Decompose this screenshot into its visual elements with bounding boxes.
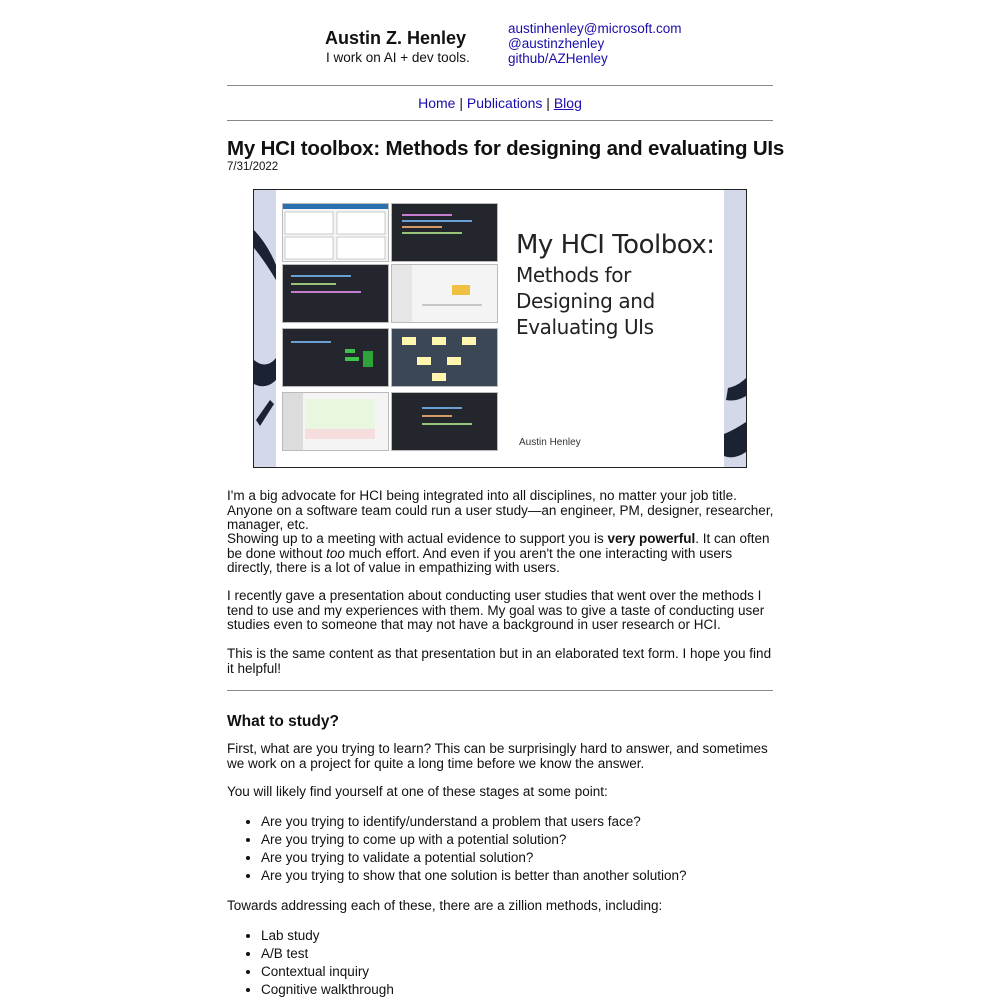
author-tagline: I work on AI + dev tools.	[326, 50, 470, 65]
screenshot-thumbnail	[282, 392, 389, 451]
nav-publications-link[interactable]: Publications	[466, 95, 543, 111]
emphasis-text: very powerful	[607, 531, 696, 546]
post-date: 7/31/2022	[227, 161, 279, 173]
nav-separator: |	[542, 95, 554, 111]
list-item: • Are you trying to identify/understand a problem that users face?	[261, 813, 687, 831]
section-paragraph: First, what are you trying to learn? This can be surprisingly hard to answer, and sometimes we work on a project for quite a long time before we know the answer.	[227, 741, 768, 771]
list-item: • Are you trying to come up with a potential solution?	[261, 831, 687, 849]
screenshot-thumbnail	[282, 264, 389, 323]
brush-stroke-decoration	[254, 190, 276, 467]
presentation-paragraph: I recently gave a presentation about conducting user studies that went over the methods I tend to use and my experiences with them. My goal was to give a taste of conducting user studies even to someone that may not have a background in user research or HCI.	[227, 588, 765, 633]
section-heading: What to study?	[227, 713, 339, 730]
brush-stroke-decoration	[724, 190, 746, 467]
post-title: My HCI toolbox: Methods for designing and evaluating UIs	[227, 137, 785, 160]
hero-subtitle-line: Methods for	[516, 263, 631, 287]
nav-blog-link[interactable]: Blog	[553, 95, 582, 111]
stages-list	[227, 813, 687, 885]
hero-subtitle-line: Evaluating UIs	[516, 315, 654, 339]
screenshot-thumbnail	[391, 203, 498, 262]
nav-divider	[227, 120, 773, 121]
methods-list	[227, 927, 394, 999]
contact-links	[508, 21, 682, 66]
screenshot-thumbnail	[282, 328, 389, 387]
hero-subtitle-line: Designing and	[516, 289, 655, 313]
twitter-link[interactable]: @austinzhenley	[508, 36, 605, 51]
github-link[interactable]: github/AZHenley	[508, 51, 608, 66]
hero-left-band	[254, 190, 276, 467]
screenshot-thumbnail	[391, 328, 498, 387]
emphasis-text: too	[326, 545, 345, 561]
paragraph-text: Showing up to a meeting with actual evidence to support you is	[227, 531, 608, 546]
screenshot-thumbnail	[391, 264, 498, 323]
nav-home-link[interactable]: Home	[418, 95, 456, 111]
email-link[interactable]: austinhenley@microsoft.com	[508, 21, 682, 36]
closing-paragraph: This is the same content as that presentation but in an elaborated text form. I hope you find it helpful!	[227, 646, 772, 676]
hero-title: My HCI Toolbox:	[516, 230, 715, 260]
paragraph-text: . It can often be done without	[227, 531, 770, 561]
screenshot-thumbnail	[282, 203, 389, 262]
intro-paragraph: I'm a big advocate for HCI being integrated into all disciplines, no matter your job title. Anyone on a software team could run a user study—an engineer, PM, designer, researcher, manager, etc.	[227, 488, 774, 533]
nav-separator: |	[455, 95, 467, 111]
section-paragraph: Towards addressing each of these, there are a zillion methods, including:	[227, 898, 663, 913]
hero-subtitle	[516, 262, 655, 340]
site-nav	[227, 95, 773, 111]
hero-author: Austin Henley	[519, 437, 581, 448]
site-header	[227, 20, 773, 70]
paragraph-text: much effort. And even if you aren't the one interacting with users directly, there is a lot of value in empathizing with users.	[227, 545, 733, 576]
screenshot-thumbnail	[391, 392, 498, 451]
list-item: • Are you trying to show that one solution is better than another solution?	[261, 867, 687, 885]
header-divider	[227, 85, 773, 86]
section-paragraph: You will likely find yourself at one of these stages at some point:	[227, 784, 608, 799]
hero-image	[253, 189, 747, 468]
list-item: • Lab study	[261, 927, 394, 945]
list-item: • Contextual inquiry	[261, 963, 394, 981]
hero-right-band	[724, 190, 746, 467]
evidence-paragraph	[227, 532, 775, 576]
list-item: • A/B test	[261, 945, 394, 963]
list-item: • Are you trying to validate a potential solution?	[261, 849, 687, 867]
list-item: • Cognitive walkthrough	[261, 981, 394, 999]
author-name: Austin Z. Henley	[325, 28, 467, 48]
section-divider	[227, 690, 773, 691]
